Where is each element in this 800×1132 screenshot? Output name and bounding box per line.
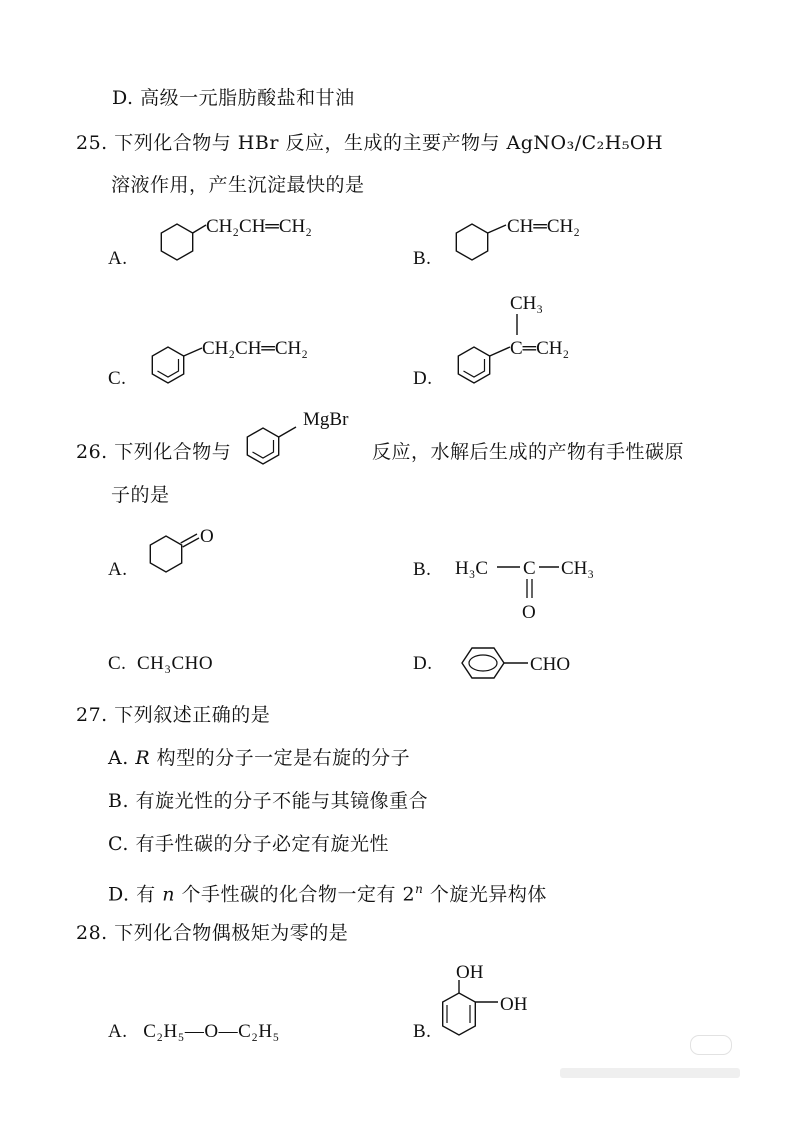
q27-d-sup: n <box>415 882 424 896</box>
q26-option-a-letter: A. <box>108 559 128 580</box>
q26-reagent-label: MgBr <box>303 409 349 430</box>
q25-option-b-structure <box>440 205 660 285</box>
q25-option-a-structure <box>140 205 370 285</box>
q26-option-d-structure <box>450 636 600 690</box>
q25-option-b-letter: B. <box>413 248 432 269</box>
q28-option-a <box>108 1020 280 1044</box>
q27-a-letter: A. <box>108 747 129 769</box>
q26-b-carbon: C <box>523 558 536 579</box>
q26-option-b-letter: B. <box>413 559 432 580</box>
q26-stem-post: 反应，水解后生成的产物有手性碳原 <box>372 441 685 463</box>
q26-b-right: CH₃ <box>561 558 595 579</box>
q27-c-text: 有手性碳的分子必定有旋光性 <box>135 833 389 855</box>
q27-d-italic: n <box>162 883 175 906</box>
q26-c-formula: CH₃CHO <box>136 653 214 674</box>
q27-b-letter: B. <box>108 790 130 812</box>
q25-option-d-structure <box>440 285 660 400</box>
q26-option-a-structure <box>135 522 235 592</box>
q26-b-oxygen: O <box>522 602 536 623</box>
q25-b-label: CH═CH₂ <box>507 216 580 237</box>
q27-option-b <box>108 789 428 813</box>
q25-stem-line1: 25. 下列化合物与 HBr 反应，生成的主要产物与 AgNO₃/C₂H₅OH <box>76 132 664 154</box>
q25-option-d-letter: D. <box>413 368 433 389</box>
q25-c-label: CH₂CH═CH₂ <box>202 338 308 359</box>
q25-option-a-letter: A. <box>108 248 128 269</box>
q28-a-letter: A. <box>108 1021 128 1042</box>
q26-option-b-structure <box>455 550 625 622</box>
q27-option-c <box>108 832 389 856</box>
q25-option-c-letter: C. <box>108 368 127 389</box>
q28-b-oh1: OH <box>456 962 484 983</box>
q27-a-text: 构型的分子一定是右旋的分子 <box>150 747 411 769</box>
q28-option-b-letter: B. <box>413 1021 432 1042</box>
q27-d-post: 个旋光异构体 <box>423 883 547 906</box>
q27-d-mid: 个手性碳的化合物一定有 2 <box>174 883 416 906</box>
q27-d-letter: D. <box>108 883 130 906</box>
q27-d-pre: 有 <box>136 883 163 906</box>
q27-option-d <box>108 877 547 906</box>
q24-option-d: D. 高级一元脂肪酸盐和甘油 <box>112 87 355 109</box>
q26-a-oxygen: O <box>200 526 214 547</box>
q26-stem-line2: 子的是 <box>111 484 170 506</box>
q28-a-formula: C₂H₅—O—C₂H₅ <box>143 1021 280 1042</box>
q28-option-b-structure <box>438 960 588 1070</box>
q25-a-label: CH₂CH═CH₂ <box>206 216 312 237</box>
watermark-stamp <box>690 1035 732 1055</box>
q27-a-italic: R <box>135 747 151 769</box>
q28-stem: 28. 下列化合物偶极矩为零的是 <box>76 922 349 944</box>
q26-c-letter: C. <box>108 653 127 674</box>
q26-option-c <box>108 652 213 676</box>
q25-option-c-structure <box>140 320 370 400</box>
q26-stem-pre: 26. 下列化合物与 <box>76 441 232 463</box>
q26-option-d-letter: D. <box>413 653 433 674</box>
q25-d-methyl: CH₃ <box>510 293 544 314</box>
q27-b-text: 有旋光性的分子不能与其镜像重合 <box>135 790 429 812</box>
q26-reagent-structure <box>240 405 370 470</box>
q28-b-oh2: OH <box>500 994 528 1015</box>
q27-c-letter: C. <box>108 833 129 855</box>
q27-option-a <box>108 746 410 770</box>
q26-b-left: H₃C <box>455 558 489 579</box>
q25-d-label: C═CH₂ <box>510 338 570 359</box>
q25-stem-line2: 溶液作用，产生沉淀最快的是 <box>111 174 365 196</box>
q27-stem: 27. 下列叙述正确的是 <box>76 704 271 726</box>
q26-d-label: CHO <box>530 654 571 675</box>
watermark-stamp <box>560 1068 740 1078</box>
